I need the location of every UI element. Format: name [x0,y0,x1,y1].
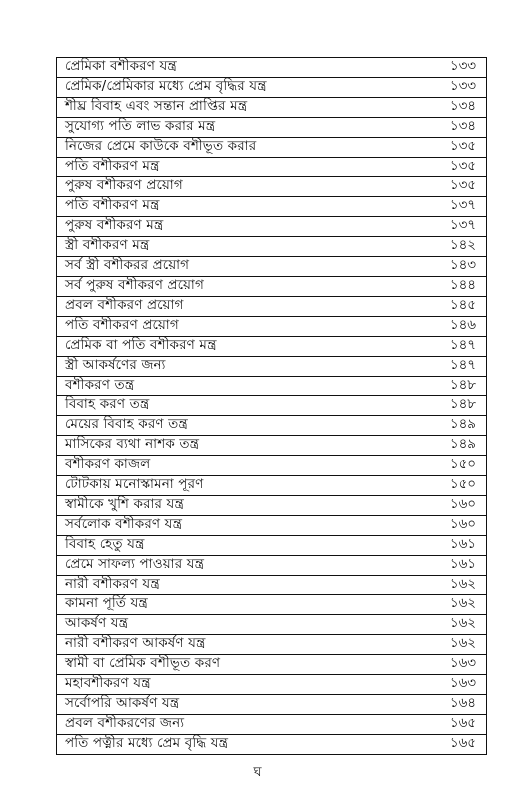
table-row [57,336,487,356]
toc-entry-title: সর্ব স্ত্রী বশীকরর প্রয়োগ [57,257,407,277]
toc-entry-title: সুযোগ্য পতি লাভ করার মন্ত্র [57,117,407,137]
toc-entry-page: ১৬০ [406,515,487,535]
toc-entry-title: পতি বশীকরণ মন্ত্র [57,157,407,177]
table-row [57,257,487,277]
table-row [57,276,487,296]
page-marker: ঘ [253,765,262,780]
table-row [57,157,487,177]
toc-entry-title: নারী বশীকরণ যন্ত্র [57,575,407,595]
toc-entry-title: মাসিকের ব্যথা নাশক তন্ত্র [57,436,407,456]
table-row [57,734,487,754]
table-row [57,376,487,396]
toc-entry-title: প্রেমিক/প্রেমিকার মধ্যে প্রেম বৃদ্ধির যন্ত্র [57,77,407,97]
toc-entry-page: ১৪৭ [406,336,487,356]
table-row [57,635,487,655]
table-row [57,535,487,555]
toc-entry-title: প্রবল বশীকরণের জন্য [57,714,407,734]
toc-entry-page: ১৪৫ [406,296,487,316]
toc-entry-page: ১৬৩ [406,675,487,695]
toc-entry-page: ১৪২ [406,237,487,257]
toc-entry-title: স্ত্রী বশীকরণ মন্ত্র [57,237,407,257]
toc-entry-page: ১৬৪ [406,695,487,715]
toc-entry-title: প্রবল বশীকরণ প্রয়োগ [57,296,407,316]
toc-body [57,58,487,755]
toc-entry-page: ১৬২ [406,575,487,595]
toc-entry-page: ১৩৪ [406,117,487,137]
table-row [57,396,487,416]
toc-entry-page: ১৩৭ [406,217,487,237]
toc-entry-page: ১৩৭ [406,197,487,217]
table-of-contents [56,57,487,755]
toc-entry-title: নিজের প্রেমে কাউকে বশীভূত করার [57,137,407,157]
toc-entry-page: ১৬২ [406,615,487,635]
toc-entry-page: ১৫০ [406,456,487,476]
toc-entry-title: পতি পত্নীর মধ্যে প্রেম বৃদ্ধি যন্ত্র [65,735,229,751]
toc-entry-title: পতি বশীকরণ প্রয়োগ [57,316,407,336]
toc-entry-title: শীঘ্র বিবাহ এবং সন্তান প্রাপ্তির মন্ত্র [57,97,407,117]
toc-entry-title: পুরুষ বশীকরণ প্রয়োগ [57,177,407,197]
table-row [57,296,487,316]
toc-entry-title: সর্বোপরি আকর্ষণ যন্ত্র [57,695,407,715]
table-row [57,356,487,376]
toc-entry-page: ১৪৮ [406,376,487,396]
table-row [57,77,487,97]
toc-entry-page: ১৩৪ [406,97,487,117]
toc-entry-title: পুরুষ বশীকরণ মন্ত্র [57,217,407,237]
toc-entry-page: ১৩৩ [406,58,487,78]
toc-entry-page: ১৬০ [406,495,487,515]
table-row [57,217,487,237]
toc-entry-page: ১৪৭ [406,356,487,376]
toc-entry-title: স্বামী বা প্রেমিক বশীভূত করণ [57,655,407,675]
table-row [57,595,487,615]
toc-entry-title: মহাবশীকরণ যন্ত্র [57,675,407,695]
toc-entry-page: ১৬৫ [449,735,476,751]
toc-entry-page: ১৬৩ [406,655,487,675]
table-row [57,416,487,436]
toc-entry-page: ১৬২ [406,595,487,615]
table-row [57,316,487,336]
toc-entry-page: ১৪৮ [406,396,487,416]
table-row [57,515,487,535]
toc-entry-page: ১৩৩ [406,77,487,97]
table-row [57,575,487,595]
toc-entry-page: ১৫০ [406,476,487,496]
table-row [57,495,487,515]
toc-entry-page: ১৬১ [406,555,487,575]
toc-entry-page: ১৪৯ [406,416,487,436]
table-row [57,237,487,257]
table-row [57,675,487,695]
toc-entry-page: ১৩৫ [406,177,487,197]
toc-entry-title: টোটকায় মনোস্কামনা পূরণ [57,476,407,496]
toc-entry-title: বশীকরণ কাজল [57,456,407,476]
table-row [57,476,487,496]
toc-entry-title: সর্বলোক বশীকরণ যন্ত্র [57,515,407,535]
toc-entry-page: ১৪৬ [406,316,487,336]
toc-entry-title: মেয়ের বিবাহ করণ তন্ত্র [57,416,407,436]
table-row [57,97,487,117]
toc-entry-page: ১৩৫ [406,137,487,157]
table-row [57,117,487,137]
toc-entry-title: কামনা পূর্তি যন্ত্র [57,595,407,615]
toc-entry-title: বশীকরণ তন্ত্র [57,376,407,396]
toc-entry-title: বিবাহ হেতু যন্ত্র [57,535,407,555]
toc-entry-title: স্বামীকে খুশি করার যন্ত্র [57,495,407,515]
toc-entry-title: প্রেমিকা বশীকরণ যন্ত্র [57,58,407,78]
toc-entry-title: স্ত্রী আকর্ষণের জন্য [57,356,407,376]
toc-entry-title: পতি বশীকরণ মন্ত্র [57,197,407,217]
table-row [57,695,487,715]
table-row [57,456,487,476]
table-row [57,655,487,675]
toc-entry-page: ১৩৫ [406,157,487,177]
table-row [57,137,487,157]
toc-entry-page: ১৬১ [406,535,487,555]
table-row [57,58,487,78]
toc-entry-page: ১৪৯ [406,436,487,456]
table-row [57,555,487,575]
toc-entry-title: প্রেমিক বা পতি বশীকরণ মন্ত্র [57,336,407,356]
toc-entry-title: প্রেমে সাফল্য পাওয়ার যন্ত্র [57,555,407,575]
toc-entry-title: বিবাহ করণ তন্ত্র [57,396,407,416]
toc-entry-page: ১৪৩ [406,257,487,277]
toc-entry-page: ১৬২ [406,635,487,655]
table-row [57,714,487,734]
table-row [57,197,487,217]
toc-entry-page: ১৪৪ [406,276,487,296]
table-row [57,436,487,456]
table-row [57,615,487,635]
toc-entry-title: আকর্ষণ যন্ত্র [57,615,407,635]
toc-entry-title: সর্ব পুরুষ বশীকরণ প্রয়োগ [57,276,407,296]
table-row [57,177,487,197]
toc-entry-page: ১৬৫ [406,714,487,734]
toc-entry-title: নারী বশীকরণ আকর্ষণ যন্ত্র [57,635,407,655]
